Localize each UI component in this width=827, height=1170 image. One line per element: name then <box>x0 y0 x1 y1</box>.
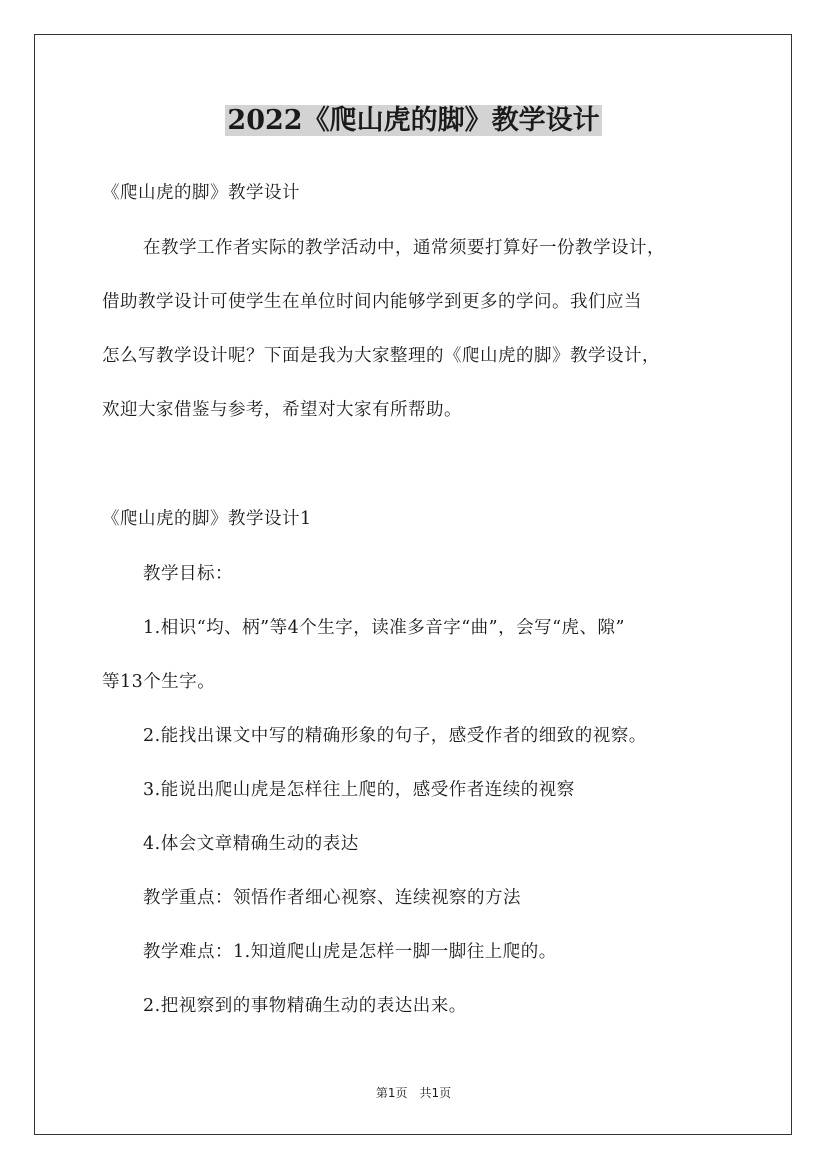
paragraph-line: 怎么写教学设计呢？下面是我为大家整理的《爬山虎的脚》教学设计， <box>102 346 660 366</box>
paragraph-line: 2.能找出课文中写的精确形象的句子，感受作者的细致的视察。 <box>143 726 647 746</box>
paragraph-line: 教学重点：领悟作者细心视察、连续视察的方法 <box>143 888 521 908</box>
paragraph-line: 4.体会文章精确生动的表达 <box>143 834 359 854</box>
paragraph-line: 借助教学设计可使学生在单位时间内能够学到更多的学问。我们应当 <box>102 292 642 312</box>
paragraph-line: 1.相识“均、柄”等4个生字，读准多音字“曲”，会写“虎、隙” <box>143 618 626 638</box>
paragraph-line: 教学难点：1.知道爬山虎是怎样一脚一脚往上爬的。 <box>143 942 557 962</box>
subtitle-line: 《爬山虎的脚》教学设计 <box>102 183 300 203</box>
document-title-text: 2022《爬山虎的脚》教学设计 <box>227 105 600 136</box>
paragraph-line: 教学目标： <box>143 564 233 584</box>
document-title <box>0 101 827 141</box>
paragraph-line: 2.把视察到的事物精确生动的表达出来。 <box>143 996 467 1016</box>
paragraph-line: 欢迎大家借鉴与参考，希望对大家有所帮助。 <box>102 400 462 420</box>
page-footer: 第1页 共1页 <box>375 1086 452 1100</box>
paragraph-line: 3.能说出爬山虎是怎样往上爬的，感受作者连续的视察 <box>143 780 575 800</box>
paragraph-line: 等13个生字。 <box>102 672 216 692</box>
section-heading: 《爬山虎的脚》教学设计1 <box>102 509 312 529</box>
paragraph-line: 在教学工作者实际的教学活动中，通常须要打算好一份教学设计， <box>143 238 665 258</box>
